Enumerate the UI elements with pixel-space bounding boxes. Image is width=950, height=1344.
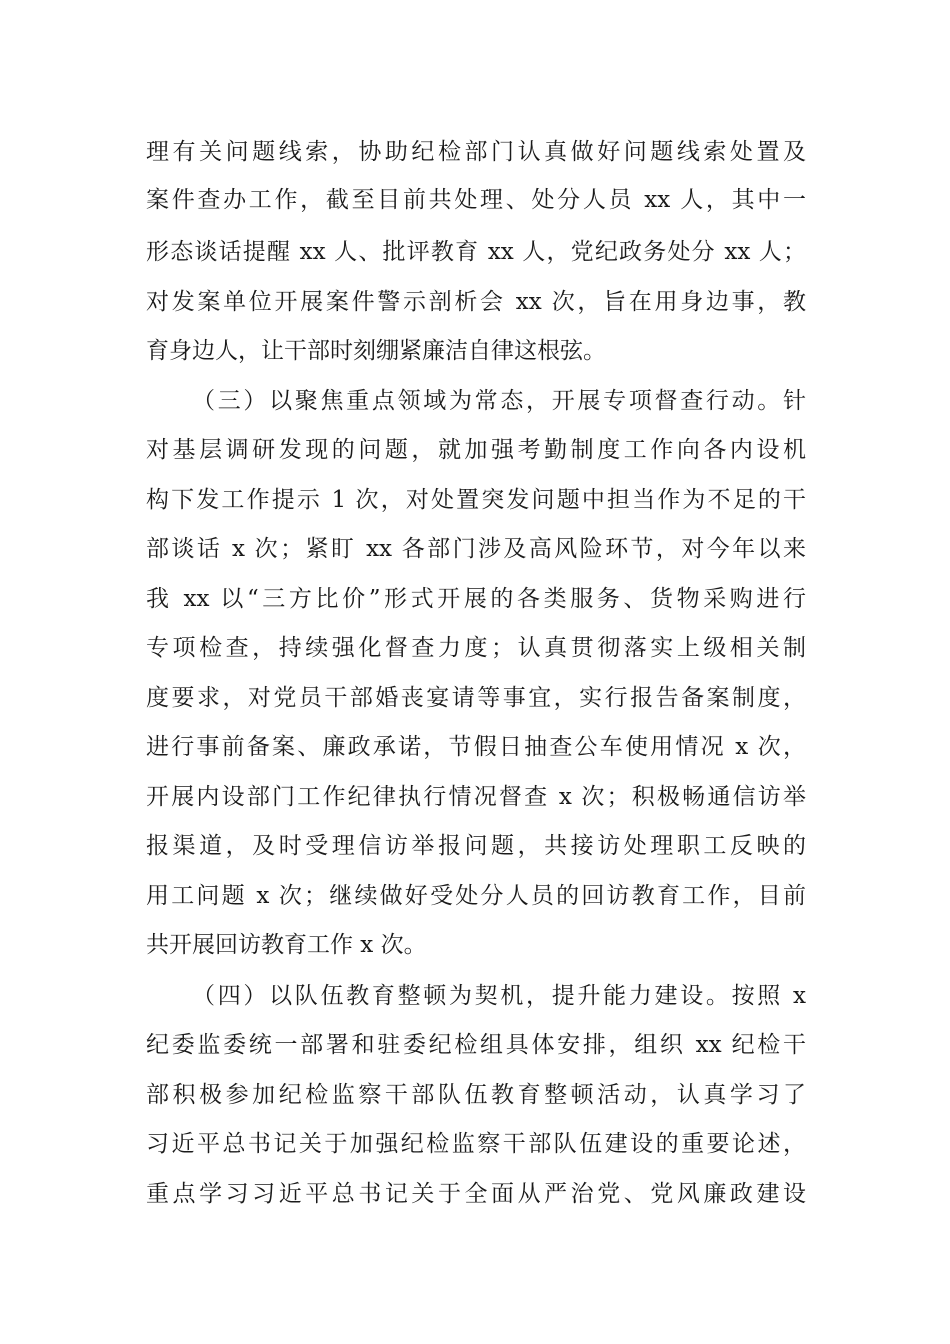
text-line: 习近平总书记关于加强纪检监察干部队伍建设的重要论述， (146, 1131, 806, 1157)
section-heading-line: （三）以聚焦重点领域为常态，开展专项督查行动。针 (192, 388, 806, 414)
text-line: 案件查办工作，截至目前共处理、处分人员 xx 人，其中一 (146, 187, 806, 213)
text-line: 我 xx 以“三方比价”形式开展的各类服务、货物采购进行 (146, 586, 806, 612)
text-line: 度要求，对党员干部婚丧宴请等事宜，实行报告备案制度， (146, 685, 806, 711)
text-line: 重点学习习近平总书记关于全面从严治党、党风廉政建设 (146, 1181, 806, 1207)
text-line: 进行事前备案、廉政承诺，节假日抽查公车使用情况 x 次， (146, 734, 806, 760)
text-line: 共开展回访教育工作 x 次。 (146, 932, 427, 958)
text-line: 部谈话 x 次；紧盯 xx 各部门涉及高风险环节，对今年以来 (146, 536, 806, 562)
section-heading-line: （四）以队伍教育整顿为契机，提升能力建设。按照 x (192, 983, 806, 1009)
text-line: 理有关问题线索，协助纪检部门认真做好问题线索处置及 (146, 139, 806, 165)
text-line: 开展内设部门工作纪律执行情况督查 x 次；积极畅通信访举 (146, 784, 806, 810)
text-line: 形态谈话提醒 xx 人、批评教育 xx 人，党纪政务处分 xx 人； (146, 239, 806, 265)
text-line: 对发案单位开展案件警示剖析会 xx 次，旨在用身边事，教 (146, 289, 806, 315)
text-line: 用工问题 x 次；继续做好受处分人员的回访教育工作，目前 (146, 883, 806, 909)
text-line: 纪委监委统一部署和驻委纪检组具体安排，组织 xx 纪检干 (146, 1032, 806, 1058)
text-line: 报渠道，及时受理信访举报问题，共接访处理职工反映的 (146, 833, 806, 859)
text-line: 育身边人，让干部时刻绷紧廉洁自律这根弦。 (146, 338, 606, 364)
text-line: 专项检查，持续强化督查力度；认真贯彻落实上级相关制 (146, 635, 806, 661)
text-line: 对基层调研发现的问题，就加强考勤制度工作向各内设机 (146, 437, 806, 463)
text-line: 部积极参加纪检监察干部队伍教育整顿活动，认真学习了 (146, 1082, 806, 1108)
text-line: 构下发工作提示 1 次，对处置突发问题中担当作为不足的干 (146, 487, 806, 513)
